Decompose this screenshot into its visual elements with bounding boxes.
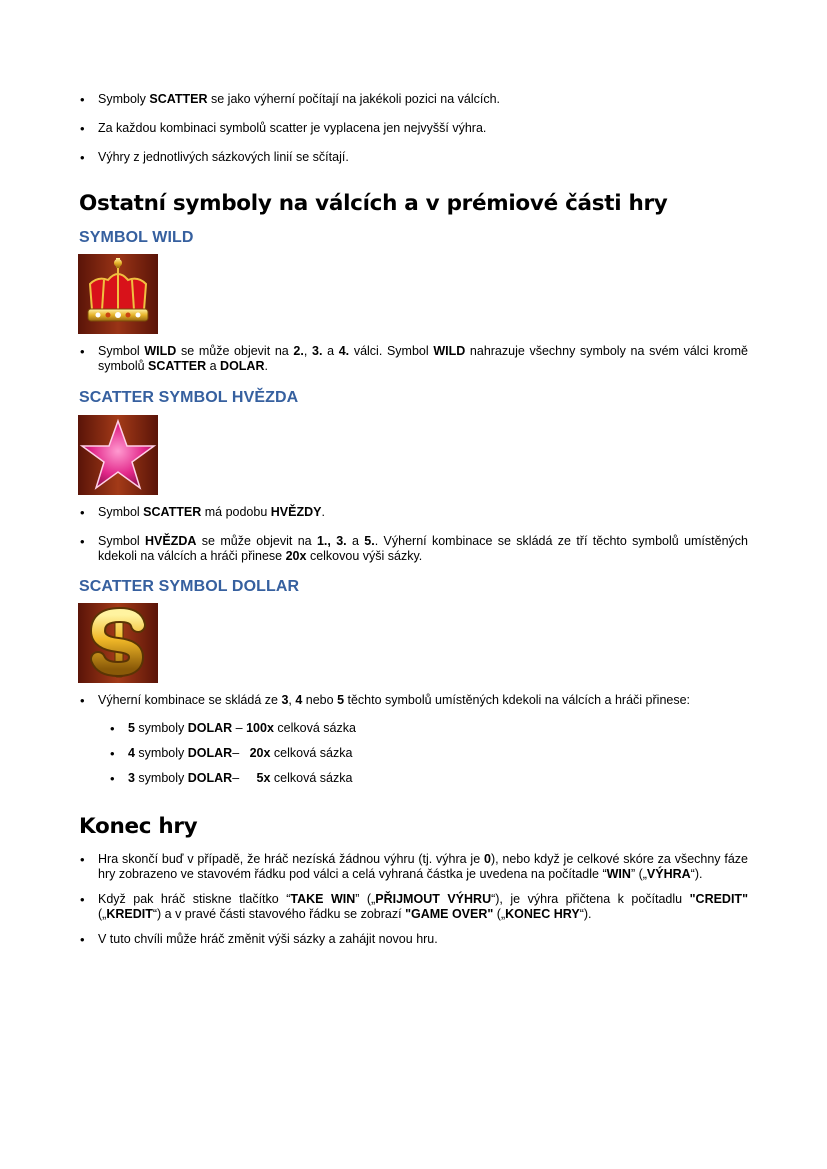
text-run: “). (579, 907, 592, 921)
bold-text: 1., (316, 534, 331, 548)
text-run: („ (98, 892, 752, 921)
list-item (98, 505, 748, 520)
list-item (98, 892, 752, 922)
bold-text: 20x (249, 746, 271, 760)
subheading-star: SCATTER SYMBOL HVĚZDA (79, 389, 299, 406)
list-item (128, 721, 728, 736)
bold-text: PŘIJMOUT VÝHRU (375, 892, 492, 906)
text-run: . Výherní kombinace se skládá ze tří těchto symbolů umístěných kdekoli na válcích a hráči přinese (98, 534, 752, 563)
text-run: Když pak hráč stiskne tlačítko “ (98, 892, 291, 906)
bold-text: KREDIT (106, 907, 153, 921)
star-bullet-list (98, 505, 752, 564)
bold-text: HVĚZDA (145, 534, 197, 548)
list-item (98, 150, 748, 165)
bold-text: 0 (483, 852, 491, 866)
text-run: nebo (302, 693, 338, 707)
bold-text: SCATTER (143, 505, 202, 519)
text-run: , (303, 344, 312, 358)
text-run: nahrazuje všechny symboly na svém válci kromě symbolů (98, 344, 752, 373)
bold-text: 20x (285, 549, 307, 563)
list-item (98, 344, 752, 374)
wild-bullet-list (98, 344, 752, 374)
text-run: má podobu (201, 505, 271, 519)
text-run: “) a v pravé části stavového řádku se zobrazí (152, 907, 406, 921)
text-run: V tuto chvíli může hráč změnit výši sázky a zahájit novou hru. (98, 932, 438, 946)
list-item (98, 852, 752, 882)
text-run: Za každou kombinaci symbolů scatter je vyplacena jen nejvyšší výhra. (98, 121, 487, 135)
bold-text: 4 (295, 693, 303, 707)
list-item (98, 92, 748, 107)
bold-text: DOLAR (187, 721, 233, 735)
bold-text: 3 (128, 771, 135, 785)
text-run: Symboly (98, 92, 150, 106)
text-run: symboly (134, 746, 188, 760)
star-icon (78, 415, 158, 495)
text-run: se jako výherní počítají na jakékoli pozici na válcích. (207, 92, 501, 106)
intro-bullet-list (98, 92, 748, 165)
text-run: ), nebo když je celkové skóre za všechny fáze hry zobrazeno ve stavovém řádku pod válci a celá vyhraná částka je uvedena na počítadle “ (98, 852, 752, 881)
list-item (98, 534, 752, 564)
text-run: Symbol (98, 344, 145, 358)
text-run: Výherní kombinace se skládá ze (98, 693, 282, 707)
text-run: . (264, 359, 268, 373)
subheading-dollar: SCATTER SYMBOL DOLLAR (79, 578, 300, 595)
text-run: a (346, 534, 365, 548)
bold-text: 100x (246, 721, 274, 735)
text-run: Hra skončí buď v případě, že hráč nezíská žádnou výhru (tj. výhra je (98, 852, 484, 866)
text-run: “), je výhra přičtena k počítadlu (491, 892, 690, 906)
text-run: – (232, 721, 247, 735)
bold-text: WIN (606, 867, 631, 881)
list-item (128, 746, 728, 761)
bold-text: WILD (144, 344, 177, 358)
text-run: celkovou výši sázky. (306, 549, 423, 563)
text-run: Symbol (98, 505, 144, 519)
text-run: ” („ (630, 867, 647, 881)
bold-text: 4 (128, 746, 135, 760)
text-run: Symbol (98, 534, 146, 548)
text-run: celková sázka (273, 721, 356, 735)
bold-text: 5 (128, 721, 135, 735)
list-item (128, 771, 728, 786)
bold-text: "GAME OVER" (405, 907, 494, 921)
section-heading-end-game: Konec hry (79, 814, 198, 839)
bold-text: 3. (312, 344, 323, 358)
bold-text: 3 (281, 693, 289, 707)
text-run: . (321, 505, 325, 519)
text-run: ” („ (355, 892, 376, 906)
text-run: Výhry z jednotlivých sázkových linií se sčítají. (98, 150, 349, 164)
text-run: celková sázka (270, 771, 353, 785)
text-run: – (232, 771, 257, 785)
dollar-payout-list (128, 721, 728, 786)
list-item (98, 693, 748, 708)
bold-text: VÝHRA (646, 867, 691, 881)
bold-text: DOLAR (187, 771, 233, 785)
bold-text: DOLAR (187, 746, 233, 760)
bold-text: 3. (336, 534, 347, 548)
subheading-wild: SYMBOL WILD (79, 229, 194, 246)
bold-text: SCATTER (148, 359, 207, 373)
text-run: – (232, 746, 250, 760)
text-run: “). (690, 867, 703, 881)
bold-text: 5x (256, 771, 271, 785)
bold-text: WILD (433, 344, 466, 358)
end-game-bullet-list (98, 852, 752, 947)
list-item (98, 932, 748, 947)
crown-icon (78, 254, 158, 334)
text-run: a (322, 344, 339, 358)
bold-text: DOLAR (220, 359, 265, 373)
text-run: válci. Symbol (349, 344, 434, 358)
bold-text: TAKE WIN (290, 892, 356, 906)
text-run: („ (493, 907, 506, 921)
bold-text: KONEC HRY (505, 907, 580, 921)
bold-text: HVĚZDY (270, 505, 322, 519)
dollar-bullet-list (98, 693, 748, 708)
text-run: se může objevit na (176, 344, 294, 358)
bold-text: 5. (364, 534, 375, 548)
bold-text: "CREDIT" (689, 892, 748, 906)
text-run: , (288, 693, 296, 707)
text-run: symboly (134, 771, 188, 785)
section-heading-other-symbols: Ostatní symboly na válcích a v prémiové části hry (79, 191, 668, 216)
bold-text: SCATTER (149, 92, 208, 106)
text-run: se může objevit na (196, 534, 317, 548)
dollar-icon (78, 603, 158, 683)
bold-text: 2. (293, 344, 304, 358)
text-run: těchto symbolů umístěných kdekoli na válcích a hráči přinese: (344, 693, 691, 707)
bold-text: 5 (337, 693, 345, 707)
text-run: celková sázka (270, 746, 353, 760)
bold-text: 4. (338, 344, 350, 358)
list-item (98, 121, 748, 136)
text-run: symboly (134, 721, 188, 735)
text-run: a (206, 359, 221, 373)
